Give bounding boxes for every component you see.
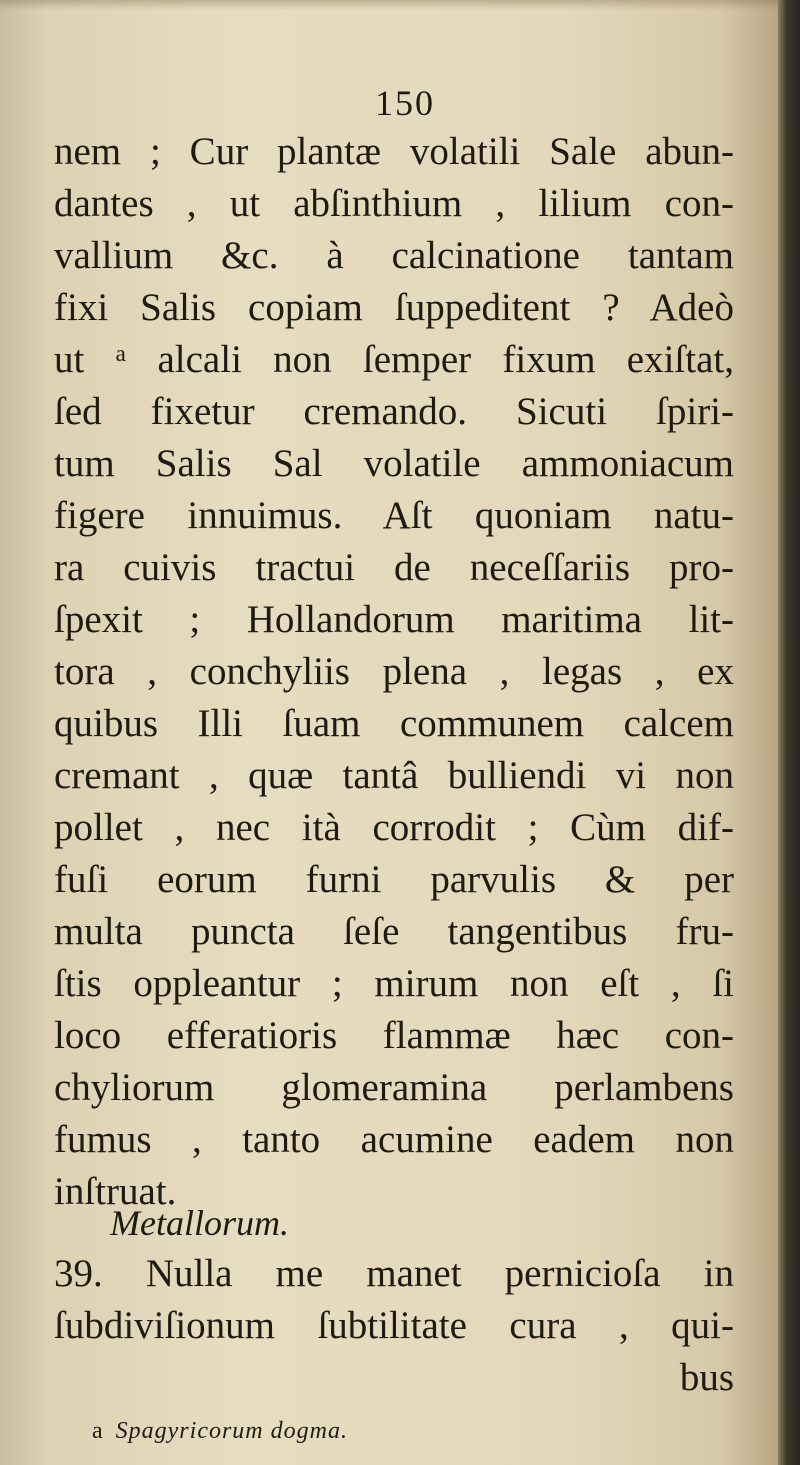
footnote — [92, 1418, 348, 1445]
text-line: quibus Illi ſuam communem calcem — [54, 702, 734, 745]
text-line: tora , conchyliis plena , legas , ex — [54, 650, 734, 693]
text-line: ſed fixetur cremando. Sicuti ſpiri- — [54, 390, 734, 433]
text-line: figere innuimus. Aſt quoniam natu- — [54, 494, 734, 537]
text-line: 39. Nulla me manet pernicioſa in — [54, 1252, 734, 1295]
text-line: fumus , tanto acumine eadem non — [54, 1118, 734, 1161]
text-line: ſtis oppleantur ; mirum non eſt , ſi — [54, 962, 734, 1005]
catchword: bus — [679, 1356, 734, 1399]
text-line: dantes , ut abſinthium , lilium con- — [54, 182, 734, 225]
text-line: cremant , quæ tantâ bulliendi vi non — [54, 754, 734, 797]
footnote-text: Spagyricorum dogma. — [115, 1418, 348, 1444]
text-line: tum Salis Sal volatile ammoniacum — [54, 442, 734, 485]
text-line: ra cuivis tractui de neceſſariis pro- — [54, 546, 734, 589]
text-line: vallium &c. à calcinatione tantam — [54, 234, 734, 277]
text-line: nem ; Cur plantæ volatili Sale abun- — [54, 130, 734, 173]
text-line: chyliorum glomeramina perlambens — [54, 1066, 734, 1109]
text-line: fuſi eorum furni parvulis & per — [54, 858, 734, 901]
text-line: ſpexit ; Hollandorum maritima lit- — [54, 598, 734, 641]
book-gutter-edge — [778, 0, 800, 1465]
section-heading: Metallorum. — [110, 1203, 289, 1243]
text-line: inſtruat. — [54, 1170, 177, 1213]
page-number: 150 — [375, 83, 435, 123]
page-top-shadow — [0, 0, 800, 10]
text-line: multa puncta ſeſe tangentibus fru- — [54, 910, 734, 953]
section-paragraph — [54, 1248, 734, 1404]
body-paragraph — [54, 126, 734, 1218]
text-line: fixi Salis copiam ſuppeditent ? Adeò — [54, 286, 734, 329]
text-line: pollet , nec ità corrodit ; Cùm dif- — [54, 806, 734, 849]
text-line: ut ᵃ alcali non ſemper fixum exiſtat, — [54, 338, 734, 381]
text-line: ſubdiviſionum ſubtilitate cura , qui- — [54, 1304, 734, 1347]
footnote-marker: a — [92, 1418, 104, 1444]
text-line: loco efferatioris flammæ hæc con- — [54, 1014, 734, 1057]
